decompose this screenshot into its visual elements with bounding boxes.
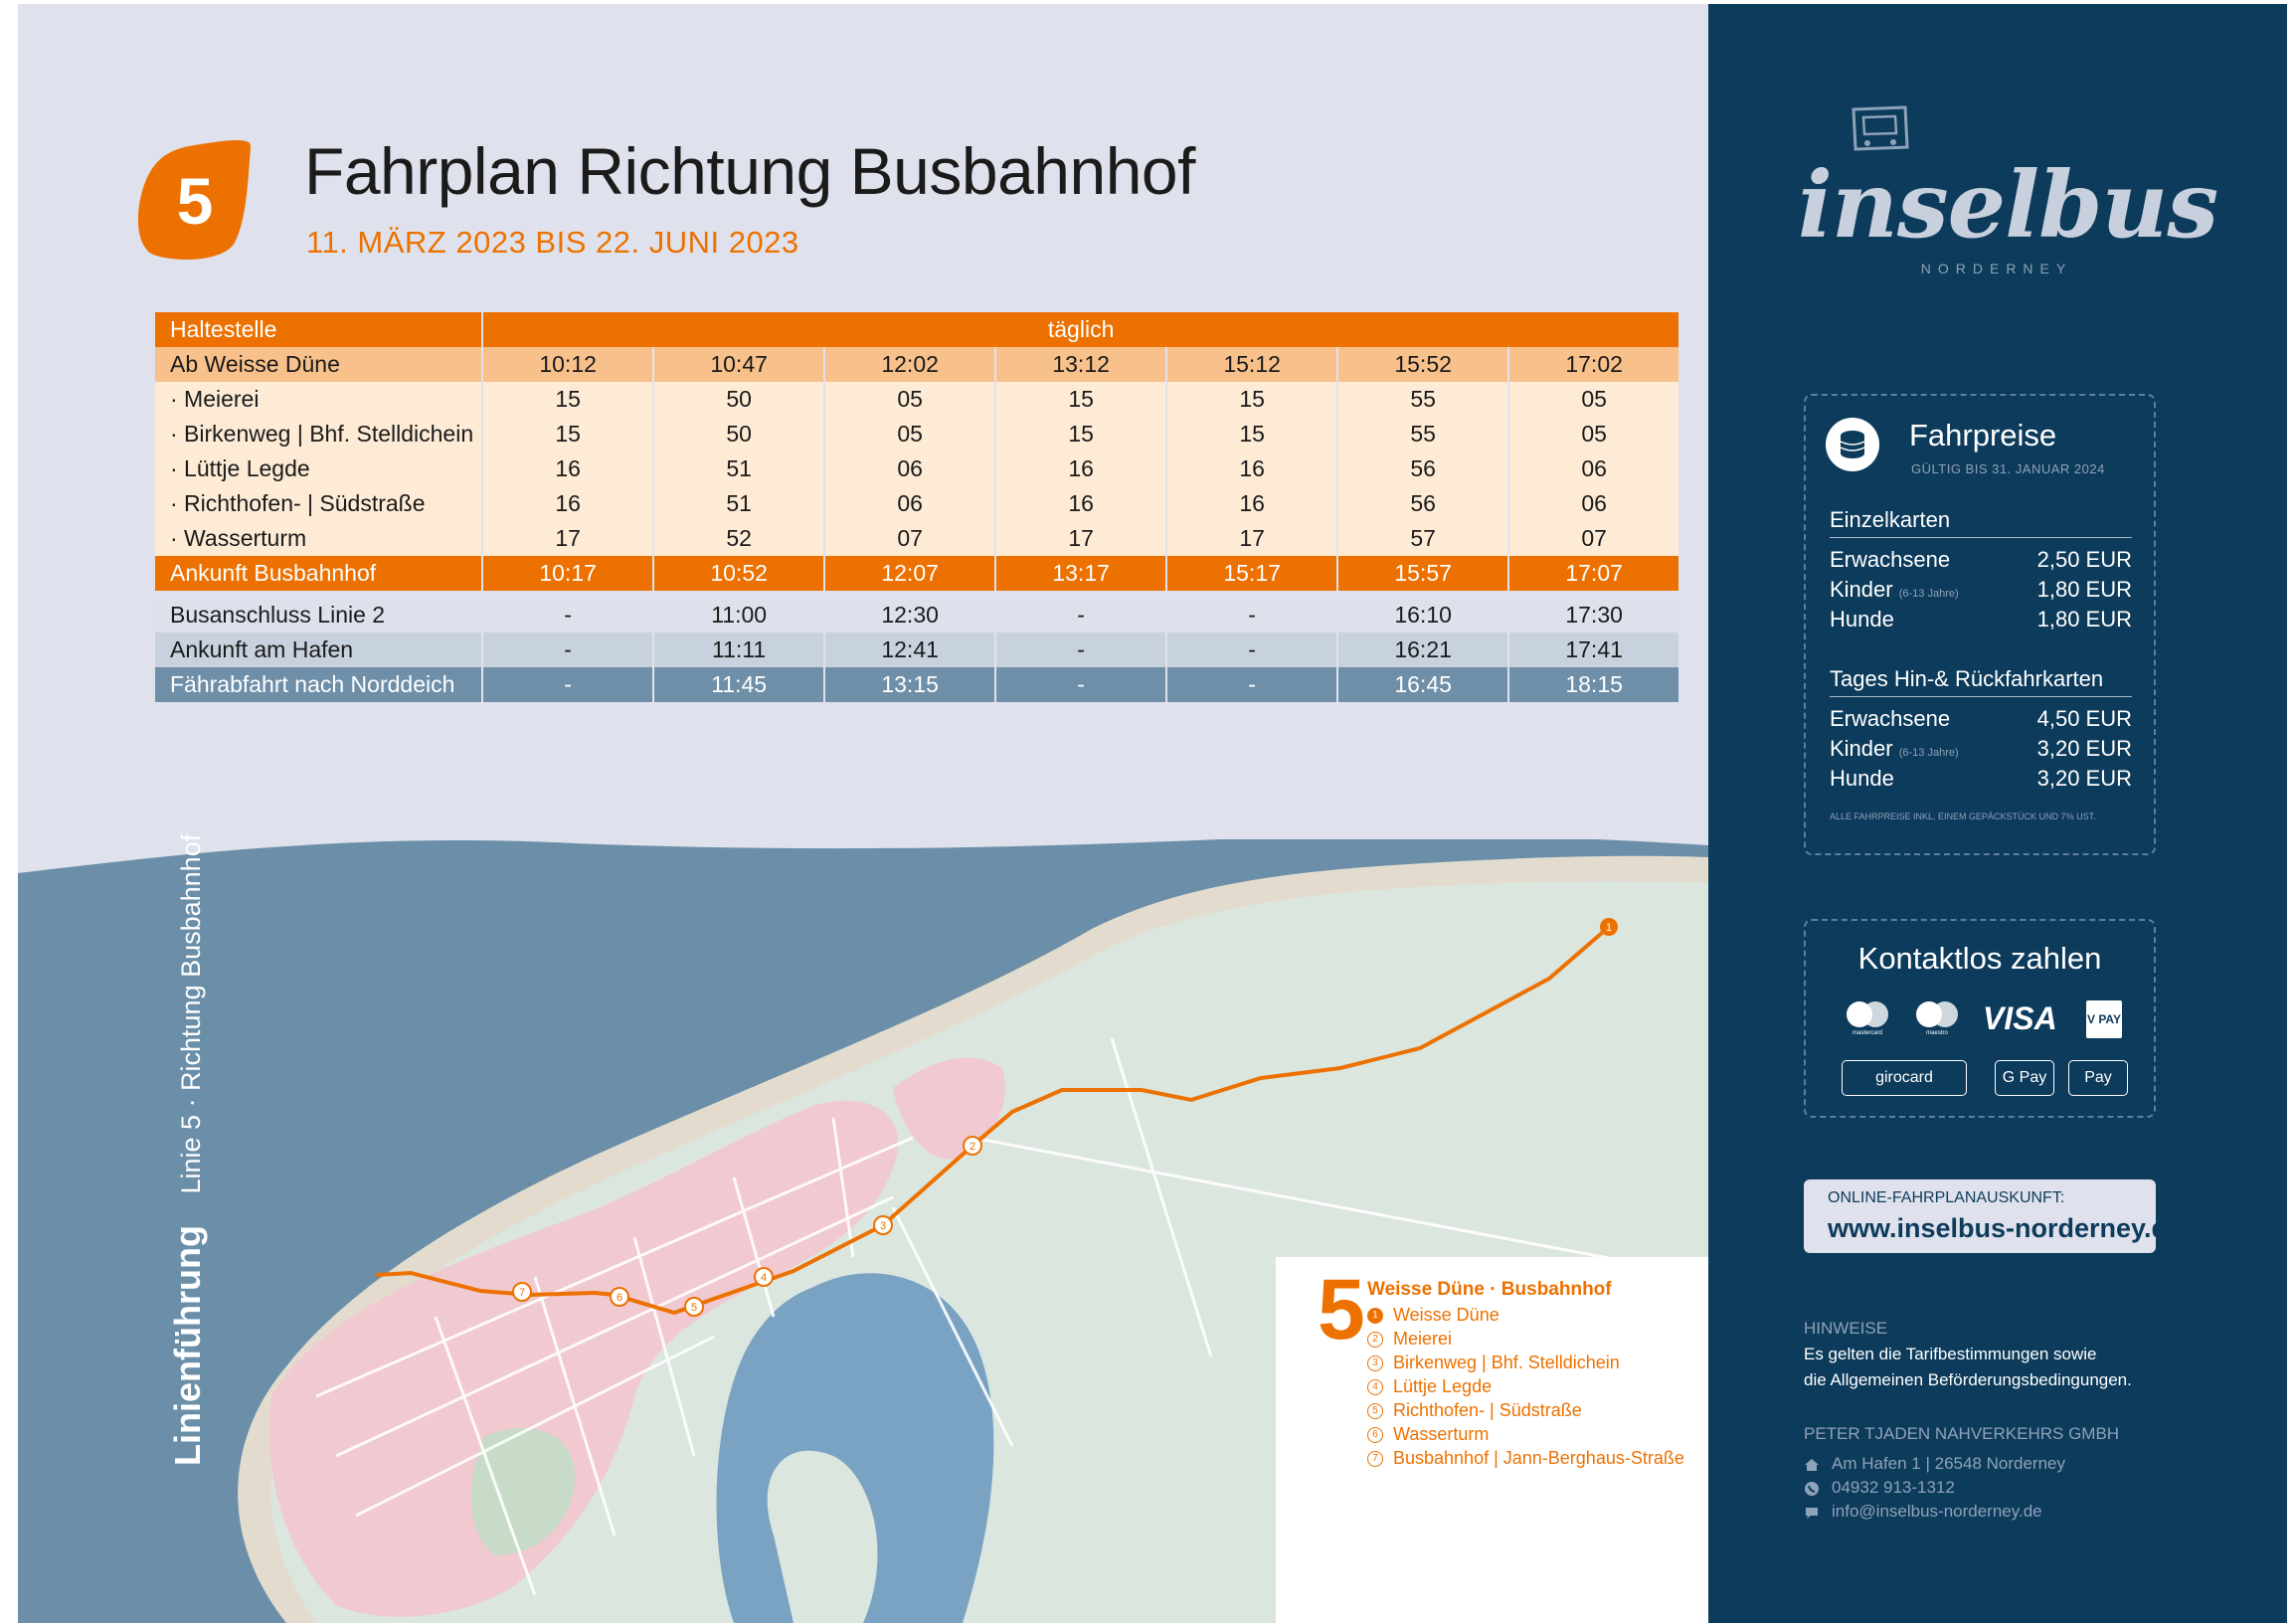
legend-stop-number: 2 <box>1367 1332 1383 1348</box>
minute-cell: 06 <box>1509 451 1678 486</box>
table-row <box>155 451 1678 486</box>
minute-cell: 17 <box>483 521 652 556</box>
minute-cell: 16 <box>1167 486 1336 521</box>
contactless-payment-box <box>1804 919 2156 1118</box>
minute-cell: 56 <box>1338 451 1507 486</box>
minute-cell: 17 <box>996 521 1165 556</box>
online-timetable-label: ONLINE-FAHRPLANAUSKUNFT: <box>1828 1189 2065 1206</box>
connection-time: - <box>1167 598 1336 632</box>
legend-stop-name: Richthofen- | Südstraße <box>1393 1400 1582 1420</box>
address-text: Am Hafen 1 | 26548 Norderney <box>1832 1454 2065 1473</box>
minute-cell: 05 <box>1509 382 1678 417</box>
connection-time: 11:00 <box>654 598 823 632</box>
stop-marker-2 <box>964 1137 981 1155</box>
mastercard-logo <box>1840 998 1895 1038</box>
minute-cell: 07 <box>825 521 994 556</box>
girocard-logo: girocard <box>1842 1060 1967 1096</box>
minute-cell: 55 <box>1338 417 1507 451</box>
ferry-time: - <box>996 667 1165 702</box>
email-address[interactable]: info@inselbus-norderney.de <box>1832 1502 2042 1521</box>
fare-row <box>1830 547 2132 573</box>
stop-name: Ankunft Busbahnhof <box>155 556 481 591</box>
stop-name: Fährabfahrt nach Norddeich <box>155 667 481 702</box>
connection-time: 17:41 <box>1509 632 1678 667</box>
stop-name: Ankunft am Hafen <box>155 632 481 667</box>
connection-row <box>155 598 1678 632</box>
table-spacer <box>155 591 1678 598</box>
connection-time: 17:30 <box>1509 598 1678 632</box>
days-header: täglich <box>483 312 1678 347</box>
arrival-time: 15:57 <box>1338 556 1507 591</box>
google-pay-logo: G Pay <box>1995 1060 2054 1096</box>
arrival-row <box>155 556 1678 591</box>
connection-time: - <box>483 598 652 632</box>
fare-row <box>1830 766 2132 792</box>
departure-time: 10:47 <box>654 347 823 382</box>
fare-label: Kinder <box>1830 736 1893 761</box>
legend-stop <box>1367 1422 1684 1446</box>
legend-stop <box>1367 1398 1684 1422</box>
departure-time: 15:52 <box>1338 347 1507 382</box>
ferry-time: 18:15 <box>1509 667 1678 702</box>
timetable-header-row <box>155 312 1678 347</box>
svg-text:6: 6 <box>616 1292 623 1304</box>
logo-wordmark: inselbus <box>1798 151 2218 259</box>
legend-stop <box>1367 1327 1684 1351</box>
minute-cell: 16 <box>1167 451 1336 486</box>
page-title: Fahrplan Richtung Busbahnhof <box>304 134 1195 208</box>
legend-stop-name: Busbahnhof | Jann-Berghaus-Straße <box>1393 1448 1684 1468</box>
connection-time: - <box>483 632 652 667</box>
minute-cell: 07 <box>1509 521 1678 556</box>
chat-icon <box>1804 1505 1820 1521</box>
notes-title: HINWEISE <box>1804 1319 1888 1338</box>
connection-time: 12:30 <box>825 598 994 632</box>
minute-cell: 15 <box>1167 417 1336 451</box>
ferry-time: 13:15 <box>825 667 994 702</box>
vpay-logo: V PAY <box>2086 1000 2122 1038</box>
timetable <box>153 312 1680 702</box>
legend-stop-number: 5 <box>1367 1403 1383 1419</box>
fare-note: (6-13 Jahre) <box>1898 588 1959 600</box>
map-side-label-title: Linienführung <box>167 1225 208 1466</box>
fare-price: 4,50 EUR <box>2036 706 2132 731</box>
inselbus-logo <box>1798 103 2218 302</box>
connection-time: 16:21 <box>1338 632 1507 667</box>
arrival-time: 17:07 <box>1509 556 1678 591</box>
minute-cell: 05 <box>1509 417 1678 451</box>
legend-stop-name: Wasserturm <box>1393 1424 1490 1444</box>
fare-price: 3,20 EUR <box>2036 736 2132 761</box>
company-phone <box>1804 1478 1955 1498</box>
table-row <box>155 417 1678 451</box>
company-name: PETER TJADEN NAHVERKEHRS GMBH <box>1804 1424 2120 1443</box>
fare-label: Kinder <box>1830 577 1893 602</box>
legend-stop-name: Meierei <box>1393 1329 1453 1349</box>
minute-cell: 15 <box>996 417 1165 451</box>
legend-stop <box>1367 1374 1684 1398</box>
stop-marker-1 <box>1600 918 1618 936</box>
phone-icon <box>1804 1481 1820 1497</box>
minute-cell: 06 <box>825 486 994 521</box>
minute-cell: 15 <box>1167 382 1336 417</box>
fare-price: 2,50 EUR <box>2036 547 2132 572</box>
fare-label: Hunde <box>1830 766 1894 791</box>
legend-stop <box>1367 1303 1684 1327</box>
table-row <box>155 382 1678 417</box>
fare-row <box>1830 607 2132 632</box>
fares-box <box>1804 394 2156 855</box>
minute-cell: 05 <box>825 417 994 451</box>
table-row <box>155 486 1678 521</box>
map-side-label-route: Linie 5 · Richtung Busbahnhof <box>176 833 206 1194</box>
logo-subtitle: NORDERNEY <box>1920 261 2073 276</box>
stop-marker-4 <box>755 1268 773 1286</box>
visa-logo: VISA <box>1983 1000 2057 1036</box>
maestro-logo <box>1909 998 1965 1038</box>
fares-footnote: ALLE FAHRPREISE INKL. EINEM GEPÄCKSTÜCK UND 7% UST. <box>1830 812 2096 821</box>
minute-cell: 51 <box>654 486 823 521</box>
stop-name: Busanschluss Linie 2 <box>155 598 481 632</box>
stop-marker-6 <box>611 1288 628 1306</box>
company-address <box>1804 1454 2065 1474</box>
stop-marker-5 <box>685 1298 703 1316</box>
fare-label: Erwachsene <box>1830 547 1951 572</box>
fare-price: 1,80 EUR <box>2036 577 2132 602</box>
minute-cell: 51 <box>654 451 823 486</box>
home-icon <box>1804 1457 1820 1473</box>
table-row <box>155 347 1678 382</box>
ferry-time: 11:45 <box>654 667 823 702</box>
minute-cell: 52 <box>654 521 823 556</box>
stop-name: Ab Weisse Düne <box>155 347 481 382</box>
ferry-time: 16:45 <box>1338 667 1507 702</box>
minute-cell: 16 <box>483 486 652 521</box>
connection-time: - <box>996 598 1165 632</box>
arrival-time: 10:17 <box>483 556 652 591</box>
ferry-time: - <box>483 667 652 702</box>
stop-marker-7 <box>513 1283 531 1301</box>
info-sidebar <box>1708 4 2287 1623</box>
minute-cell: 06 <box>825 451 994 486</box>
payment-title: Kontaktlos zahlen <box>1857 941 2102 976</box>
company-email <box>1804 1502 2042 1522</box>
departure-time: 15:12 <box>1167 347 1336 382</box>
stop-column-header: Haltestelle <box>155 312 481 347</box>
fare-row <box>1830 706 2132 732</box>
departure-time: 13:12 <box>996 347 1165 382</box>
notes-line: die Allgemeinen Beförderungsbedingungen. <box>1804 1370 2132 1389</box>
fare-row <box>1830 577 2132 603</box>
timetable-sheet <box>18 4 2287 1623</box>
svg-text:2: 2 <box>969 1141 976 1153</box>
svg-text:3: 3 <box>879 1220 887 1232</box>
apple-pay-logo: Pay <box>2068 1060 2128 1096</box>
phone-number[interactable]: 04932 913-1312 <box>1832 1478 1955 1497</box>
minute-cell: 17 <box>1167 521 1336 556</box>
table-row <box>155 521 1678 556</box>
stop-marker-3 <box>874 1216 892 1234</box>
connection-time: 11:11 <box>654 632 823 667</box>
departure-time: 10:12 <box>483 347 652 382</box>
legend-title: Weisse Düne · Busbahnhof <box>1367 1279 1612 1300</box>
minute-cell: 06 <box>1509 486 1678 521</box>
single-tickets-heading: Einzelkarten <box>1830 507 2132 538</box>
minute-cell: 15 <box>483 417 652 451</box>
svg-text:7: 7 <box>518 1287 526 1299</box>
minute-cell: 57 <box>1338 521 1507 556</box>
minute-cell: 15 <box>483 382 652 417</box>
mastercard-label: mastercard <box>1852 1030 1882 1036</box>
arrival-time: 13:17 <box>996 556 1165 591</box>
legend-stop-name: Lüttje Legde <box>1393 1376 1493 1396</box>
minute-cell: 15 <box>996 382 1165 417</box>
notes-line: Es gelten die Tarifbestimmungen sowie <box>1804 1345 2097 1363</box>
ferry-time: - <box>1167 667 1336 702</box>
fare-row <box>1830 736 2132 762</box>
fare-price: 3,20 EUR <box>2036 766 2132 791</box>
legend-stop-list <box>1367 1303 1684 1470</box>
minute-cell: 05 <box>825 382 994 417</box>
minute-cell: 50 <box>654 417 823 451</box>
legend-route-number: 5 <box>1318 1262 1365 1357</box>
arrival-time: 15:17 <box>1167 556 1336 591</box>
stop-name: · Birkenweg | Bhf. Stelldichein <box>155 417 481 451</box>
connection-time: 12:41 <box>825 632 994 667</box>
map-side-label <box>167 834 209 1466</box>
main-panel <box>18 4 1708 1623</box>
minute-cell: 16 <box>996 451 1165 486</box>
fares-title: Fahrpreise <box>1909 418 2057 452</box>
legend-stop-number: 4 <box>1367 1379 1383 1395</box>
fare-note: (6-13 Jahre) <box>1898 747 1959 759</box>
arrival-time: 12:07 <box>825 556 994 591</box>
stop-name: · Lüttje Legde <box>155 451 481 486</box>
fares-valid-until: GÜLTIG BIS 31. JANUAR 2024 <box>1911 461 2105 476</box>
minute-cell: 50 <box>654 382 823 417</box>
minute-cell: 56 <box>1338 486 1507 521</box>
legend-stop-number: 1 <box>1367 1308 1383 1324</box>
minute-cell: 55 <box>1338 382 1507 417</box>
legend-stop-name: Birkenweg | Bhf. Stelldichein <box>1393 1353 1620 1372</box>
legend-stop-number: 7 <box>1367 1451 1383 1467</box>
svg-text:1: 1 <box>1605 922 1613 934</box>
stop-name: · Richthofen- | Südstraße <box>155 486 481 521</box>
legend-stop-number: 3 <box>1367 1355 1383 1371</box>
arrival-time: 10:52 <box>654 556 823 591</box>
online-timetable-box[interactable] <box>1804 1179 2184 1253</box>
connection-row <box>155 632 1678 667</box>
minute-cell: 16 <box>996 486 1165 521</box>
svg-text:4: 4 <box>760 1272 768 1284</box>
connection-time: - <box>1167 632 1336 667</box>
map-legend <box>1276 1257 1708 1623</box>
svg-text:5: 5 <box>690 1302 698 1314</box>
stop-name: · Wasserturm <box>155 521 481 556</box>
connection-time: - <box>996 632 1165 667</box>
coins-icon <box>1826 418 1879 471</box>
legend-stop-name: Weisse Düne <box>1393 1305 1500 1325</box>
minute-cell: 16 <box>483 451 652 486</box>
validity-period: 11. MÄRZ 2023 BIS 22. JUNI 2023 <box>306 225 799 260</box>
legend-stop-number: 6 <box>1367 1427 1383 1443</box>
fare-price: 1,80 EUR <box>2036 607 2132 632</box>
departure-time: 17:02 <box>1509 347 1678 382</box>
stop-name: · Meierei <box>155 382 481 417</box>
day-tickets-heading: Tages Hin-& Rückfahrkarten <box>1830 666 2132 697</box>
website-link[interactable]: www.inselbus-norderney.de <box>1828 1213 2184 1243</box>
connection-time: 16:10 <box>1338 598 1507 632</box>
route-badge <box>135 139 255 263</box>
fare-label: Erwachsene <box>1830 706 1951 731</box>
maestro-label: maestro <box>1926 1030 1948 1036</box>
legend-stop <box>1367 1446 1684 1470</box>
ferry-row <box>155 667 1678 702</box>
departure-time: 12:02 <box>825 347 994 382</box>
fare-label: Hunde <box>1830 607 1894 632</box>
route-number: 5 <box>176 164 214 238</box>
legend-stop <box>1367 1351 1684 1374</box>
